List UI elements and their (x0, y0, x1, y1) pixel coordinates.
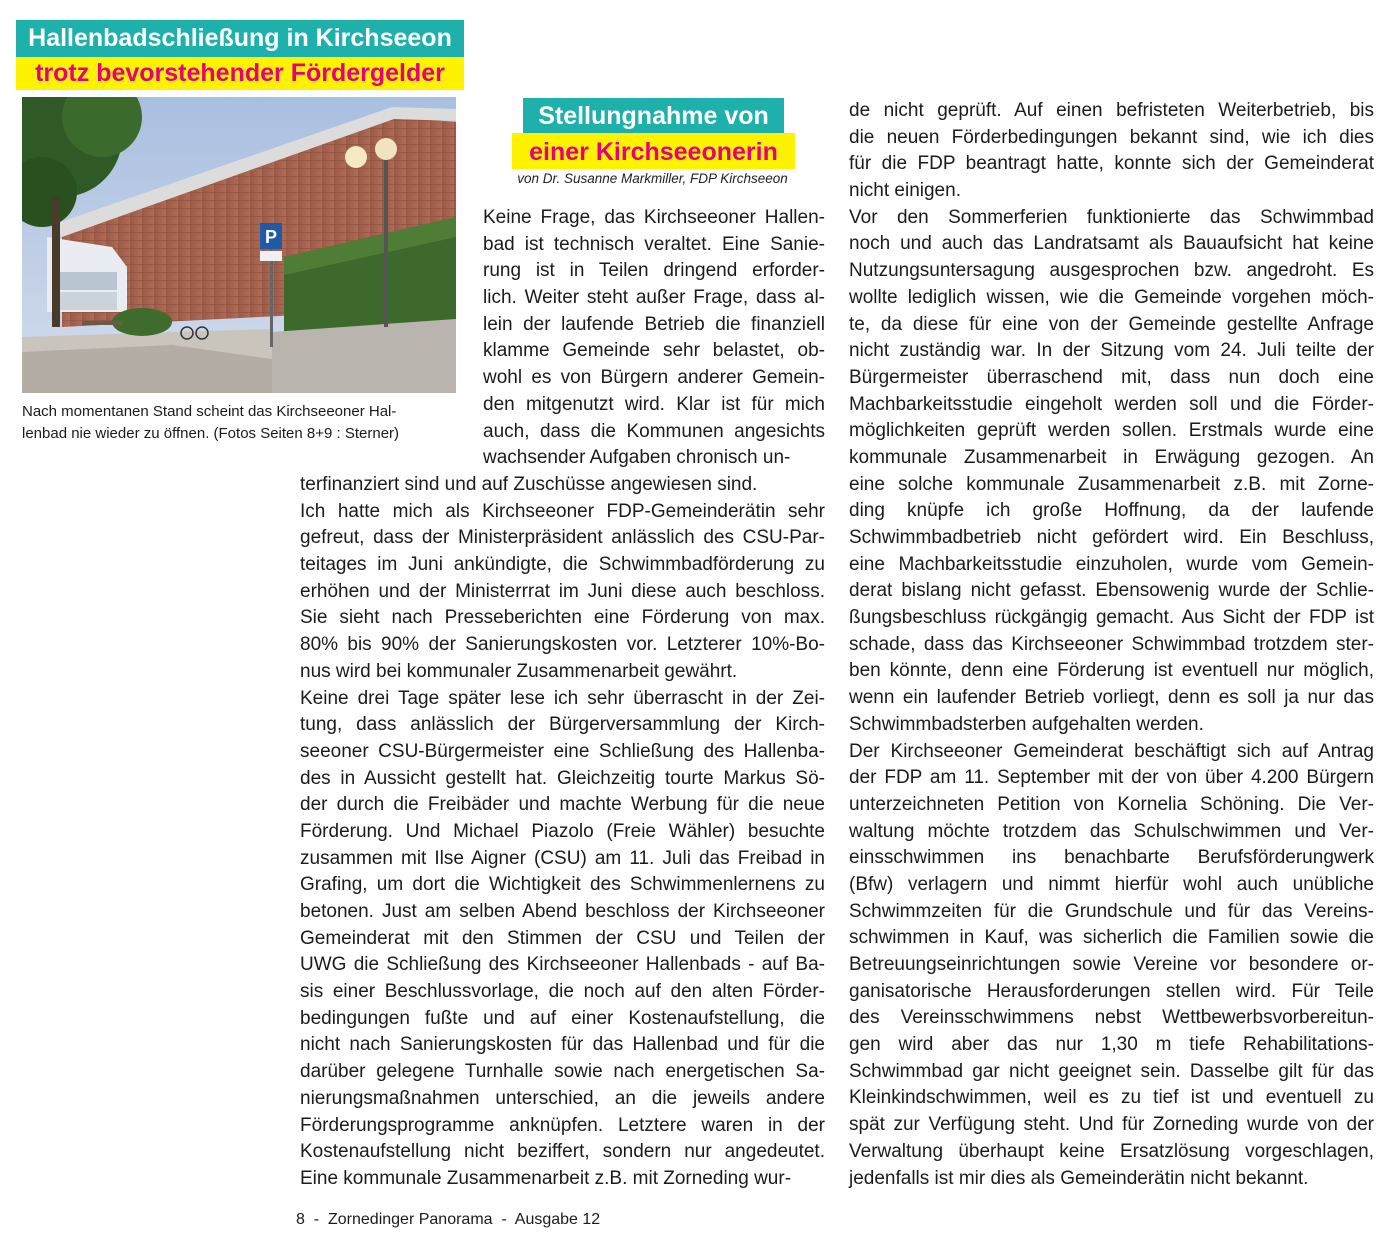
article-text-line: wachsender Aufgaben chronisch un- (483, 447, 791, 469)
headline-line1: Hallenbadschließung in Kirchseeon (16, 20, 464, 57)
article-text-line: seeoner CSU-Bürgermeister eine Schließung des Hallenba- (300, 740, 825, 762)
article-text-line: den mitgenutzt wird. Klar ist für mich (483, 393, 825, 415)
article-text-line: des Vereinsschwimmens nebst Wettbewerbsvorbereitun- (849, 1007, 1374, 1029)
article-text-line: Betreuungseinrichtungen sowie Vereine vor besondere or- (849, 954, 1374, 975)
article-text-line: Schwimmbadsterben aufgehalten werden. (849, 713, 1204, 735)
article-text-line: möglichkeiten geprüft werden sollen. Erstmals wurde eine (849, 420, 1374, 442)
article-text-line: ben könnte, denn eine Förderung ist eventuell nur möglich, (849, 660, 1374, 682)
article-text-line: lein der laufende Betrieb die finanziell (483, 313, 825, 335)
headline-line2: trotz bevorstehender Fördergelder (16, 57, 464, 90)
article-text-line: Keine drei Tage später lese ich sehr überrascht in der Zei- (300, 687, 825, 709)
article-text-line: Schwimmbadbetrieb nicht gefördert wird. Ein Beschluss, (849, 527, 1374, 548)
article-text-line: für die FDP beantragt hatte, konnte sich der Gemeinderat (849, 153, 1374, 175)
article-text-line: de nicht geprüft. Auf einen befristeten Weiterbetrieb, bis (849, 100, 1374, 121)
article-text-line: Verwaltung überhaupt keine Ersatzlösung vorgeschlagen, (849, 1140, 1374, 1162)
article-text-line: nus wird bei kommunaler Zusammenarbeit gewährt. (300, 660, 738, 682)
article-text-line: Sie sieht nach Presseberichten eine Förderung von max. (300, 607, 825, 629)
article-text-line: rung ist in Teilen dringend erforder- (483, 260, 825, 282)
article-text-line: ganisatorische Herausforderungen stellen wird. Für Teile (849, 980, 1374, 1002)
article-text-line: Schwimmzeiten für die Grundschule und für das Vereins- (849, 900, 1374, 922)
article-text-line: eine solche kommunale Zusammenarbeit z.B. mit Zorne- (849, 473, 1374, 495)
article-text-line: darüber gelegene Turnhalle sowie nach energetischen Sa- (300, 1061, 825, 1083)
article-text-line: Kostenaufstellung nicht beziffert, sondern nur angedeutet. (300, 1141, 825, 1163)
article-right-column (849, 98, 1374, 1192)
article-text-line: nicht nach Sanierungskosten für das Hallenbad und für die (300, 1034, 825, 1056)
article-text-line: der FDP am 11. September mit der von über 4.200 Bürgern (849, 767, 1374, 789)
article-text-line: jedenfalls ist mir dies als Gemeinderätin nicht bekannt. (849, 1167, 1309, 1189)
author-byline: von Dr. Susanne Markmiller, FDP Kirchseeon (517, 171, 788, 186)
article-text-line: zusammen mit Ilse Aigner (CSU) am 11. Juli das Freibad in (300, 847, 825, 869)
article-text-line: ding knüpfe ich große Hoffnung, da der laufende (849, 500, 1374, 522)
article-text-line: 80% bis 90% der Sanierungskosten vor. Letzterer 10%-Bo- (300, 634, 825, 656)
article-text-line: derat bislang nicht gefasst. Ebensowenig wurde der Schlie- (849, 580, 1374, 602)
article-text-line: Förderungsprogramme anknüpfen. Letztere waren in der (300, 1114, 825, 1136)
article-text-line: die neuen Förderbedingungen bekannt sind, wie ich dies (849, 126, 1374, 148)
article-text-line: Bürgermeister überraschend mit, dass nun doch eine (849, 366, 1374, 388)
article-text-line: Kleinkindschwimmen, weil es zu tief ist und eventuell zu (849, 1087, 1374, 1109)
article-text-line: der durch die Freibäder und machte Werbung für die neue (300, 794, 825, 816)
article-text-line: betonen. Just am selben Abend beschloss der Kirchseeoner (300, 901, 825, 922)
article-text-line: eine Machbarkeitsstudie einzuholen, wurde vom Gemein- (849, 553, 1374, 575)
article-text-line: wollte lediglich wissen, wie die Gemeinde vorgehen möch- (849, 286, 1374, 308)
article-text-line: lich. Weiter steht außer Frage, dass al- (483, 287, 825, 309)
article-text-line: Vor den Sommerferien funktionierte das Schwimmbad (849, 206, 1374, 228)
article-text-line: Machbarkeitsstudie eingeholt werden soll und die Förder- (849, 393, 1374, 415)
article-text-line: Der Kirchseeoner Gemeinderat beschäftigt sich auf Antrag (849, 740, 1374, 762)
article-text-line: tung, dass anlässlich der Bürgerversammlung der Kirch- (300, 714, 825, 736)
article-text-line: gefreut, dass der Ministerpräsident anlässlich des CSU-Par- (300, 527, 825, 549)
caption-line: Nach momentanen Stand scheint das Kirchseeoner Hal- (22, 403, 397, 420)
article-intro-column (483, 205, 825, 472)
article-text-line: wenn ein laufender Betrieb vorliegt, denn es soll ja nur das (849, 687, 1374, 709)
article-text-line: Schwimmbad gar nicht geeignet sein. Dasselbe gilt für das (849, 1060, 1374, 1082)
article-text-line: Ich hatte mich als Kirchseeoner FDP-Gemeinderätin sehr (300, 500, 825, 522)
page-footer: 8 - Zornedinger Panorama - Ausgabe 12 (296, 1211, 601, 1228)
article-text-line: nicht einigen. (849, 180, 961, 202)
article-text-line: auch, dass die Kommunen angesichts (483, 420, 825, 442)
article-text-line: klamme Gemeinde sehr belastet, ob- (483, 340, 825, 362)
article-text-line: bedingungen fußte und auf einer Kostenaufstellung, die (300, 1007, 825, 1029)
article-text-line: Keine Frage, das Kirchseeoner Hallen- (483, 207, 825, 228)
article-text-line: Förderung. Und Michael Piazolo (Freie Wähler) besuchte (300, 820, 825, 842)
article-text-line: UWG die Schließung des Kirchseeoner Hallenbads - auf Ba- (300, 954, 825, 976)
article-text-line: Grafing, um dort die Wichtigkeit des Schwimmenlernens zu (300, 874, 825, 896)
article-text-line: Eine kommunale Zusammenarbeit z.B. mit Zorneding wur- (300, 1167, 792, 1189)
article-text-line: unterzeichneten Petition von Kornelia Schöning. Die Ver- (849, 793, 1374, 815)
article-text-line: terfinanziert sind und auf Zuschüsse angewiesen sind. (300, 474, 758, 495)
article-text-line: nicht zuständig war. In der Sitzung vom 24. Juli teilte der (849, 340, 1374, 362)
photo-caption (22, 401, 458, 445)
caption-line: lenbad nie wieder zu öffnen. (Fotos Seiten 8+9 : Sterner) (22, 425, 400, 442)
article-text-line: schade, dass das Kirchseeoner Schwimmbad trotzdem ster- (849, 633, 1374, 655)
article-text-line: sis einer Beschlussvorlage, die noch auf den alten Förder- (300, 981, 825, 1003)
article-text-line: (Bfw) verlagern und nimmt hierfür wohl auch unübliche (849, 873, 1374, 895)
article-text-line: einsschwimmen ins benachbarte Berufsförderungwerk (849, 847, 1374, 869)
subheadline-line1: Stellungnahme von (523, 98, 784, 133)
svg-text:P: P (265, 227, 278, 247)
article-text-line: Nutzungsuntersagung ausgesprochen bzw. angedroht. Es (849, 260, 1374, 282)
article-text-line: des in Aussicht gestellt hat. Gleichzeitig tourte Markus Sö- (300, 767, 825, 789)
article-left-column (300, 472, 825, 1193)
article-text-line: gen wird aber das nur 1,30 m tiefe Rehabilitations- (849, 1034, 1374, 1056)
article-text-line: spät zur Verfügung steht. Und für Zorneding wurde von der (849, 1114, 1374, 1136)
article-text-line: waltung möchte trotzdem das Schulschwimmen und Ver- (849, 820, 1374, 842)
article-text-line: te, da diese für eine von der Gemeinde gestellte Anfrage (849, 313, 1374, 335)
article-text-line: schwimmen in Kauf, was sicherlich die Familien sowie die (849, 927, 1374, 949)
article-text-line: teitages im Juni ankündigte, die Schwimmbadförderung zu (300, 554, 825, 576)
article-text-line: noch und auch das Landratsamt als Bauaufsicht hat keine (849, 233, 1374, 255)
article-text-line: wohl es von Bürgern anderer Gemein- (483, 367, 825, 389)
article-photo (22, 97, 456, 393)
article-text-line: nierungsmaßnahmen unterschied, an die jeweils andere (300, 1087, 825, 1109)
article-text-line: erhöhen und der Ministerrrat im Juni diese auch beschloss. (300, 580, 825, 602)
article-text-line: kommunale Zusammenarbeit in Erwägung gezogen. An (849, 446, 1374, 468)
article-text-line: bad ist technisch veraltet. Eine Sanie- (483, 233, 825, 255)
subheadline-line2: einer Kirchseeonerin (512, 133, 795, 169)
article-text-line: ßungsbeschluss rückgängig gemacht. Aus Sicht der FDP ist (849, 607, 1374, 629)
article-text-line: Gemeinderat mit den Stimmen der CSU und Teilen der (300, 927, 825, 949)
